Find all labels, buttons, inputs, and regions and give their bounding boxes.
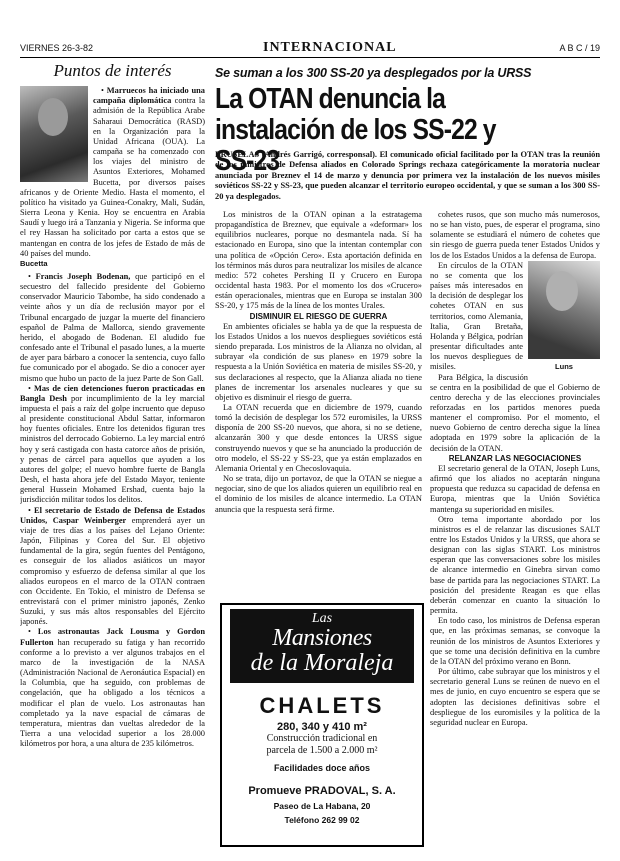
ad-financing: Facilidades doce años	[273, 763, 371, 773]
article-column-3	[430, 210, 600, 850]
photo-caption: Luns	[555, 361, 573, 371]
sidebar-item: • El secretario de Estado de Defensa de Estados Unidos, Caspar Weinberger emprenderá ayer un viaje de tres días a los países del Lejano Oriente: Japón, Filipinas y Corea del Sur. El objetivo fundamental de la gira, según fuentes del Pentágono, es conseguir de los aliados asiáticos un mayor compromiso y esfuerzo de defensa similar al que los aliados europeos en el marco de la OTAN contraen con Occidente. En Tokio, el ministro de Defensa se entrevistará con el primer ministro japonés, Zenko Suzuki, y sus más altos responsables del Ejército japonés.	[20, 505, 205, 627]
sidebar-column	[20, 60, 205, 850]
ad-brand-line: Mansiones	[272, 625, 372, 651]
ad-brand-line: Las	[311, 611, 333, 626]
sidebar-item-text: han recuperado su fatiga y han recorrido conforme a lo previsto a ver algunos trabajos en el marco de la investigación de la NASA (Administración Nacional de Aeronáutica Espacial) en la Columbia, que ha seguido, con problemas de congelación, que ha obligado a los técnicos a modificar el plan de vuelo. Los astronautas han completado ya la nave espacial de cámaras de temperatura, mientras dan vueltas alrededor de la Tierra a una velocidad superior a los 28.000 kilómetros por hora, a una altura de 235 kilómetros.	[20, 637, 205, 749]
issue-date: VIERNES 26-3-82	[20, 43, 94, 53]
article-paragraph: En círculos de la OTAN no se comenta que los países más interesados en la decisión de desplegar los cohetes OTAN en sus territorios, como Alemania, Italia, Gran Bretaña, Holanda y Bélgica, podrían presentar dificultades ante los nuevos despliegues de misiles.	[430, 260, 523, 372]
sidebar-item: • Mas de cien detenciones fueron practicadas en Bangla Desh por incumplimiento de la ley marcial impuesta el país a raíz del golpe incruento que depuso al presidente constitucional Abdul Sattar, informaron hoy fuentes oficiales. Entre los detenidos figuran tres ministros del derrocado Gobierno. La ley marcial entró hoy y será castigada con hasta catorce años de prisión, y penas de cárcel para aquellos que ayuden a los autores del golpe; el nuevo hombre fuerte de Bangla Desh, el hasta ahora jefe del Estado Mayor, teniente general Hussein Mohamed Ershad, cuenta bajo la jurisdicción militar todos los delitos.	[20, 383, 205, 505]
article-kicker: Se suman a los 300 SS-20 ya desplegados por la URSS	[215, 66, 532, 80]
ad-promoter: Promueve PRADOVAL, S. A.	[248, 785, 396, 797]
page-number: A B C / 19	[559, 43, 600, 53]
sidebar-item-lead: Mas de cien detenciones fueron practicadas en Bangla Desh	[20, 383, 205, 403]
article-paragraph: Otro tema importante abordado por los ministros es el de relanzar las discusiones SALT entre los Estados Unidos y la URSS, que ahora se designan con las siglas START. Los ministros esperan que las conversaciones sobre los misiles de alcance intermedio en Ginebra sirvan como base de partida para las negociaciones START. La posición del presidente Reagan es que ellas deberán comenzar en cuanto la situación lo permita.	[430, 514, 600, 616]
sidebar-item-text: por incumplimiento de la ley marcial impuesta el país a raíz del golpe incruento que depuso al presidente constitucional Abdul Sattar, informaron hoy fuentes oficiales. Entre los detenidos figuran tres ministros del derrocado Gobierno. La ley marcial entró hoy y será castigada con hasta catorce años de prisión, y penas de cárcel para aquellos que ayuden a los autores del golpe; el nuevo hombre fuerte de Bangla Desh, el hasta ahora jefe del Estado Mayor, teniente general Hussein Mohamed Ershad, cuenta bajo la jurisdicción militar todos los delitos.	[20, 393, 205, 505]
sidebar-item-lead: Francis Joseph Bodenan,	[35, 271, 131, 281]
sidebar-item: • Los astronautas Jack Lousma y Gordon Fullerton han recuperado su fatiga y han recorrido conforme a lo previsto a ver algunos trabajos en el marco de la investigación de la NASA (Administración Nacional de Aeronáutica Espacial) en la Columbia, que ha seguido, con problemas de congelación, que ha obligado a los técnicos a modificar el plan de vuelo. Los astronautas han completado ya la nave espacial de cámaras de temperatura, mientras dan vueltas alrededor de la Tierra a una velocidad superior a los 28.000 kilómetros por hora, a una altura de 235 kilómetros.	[20, 627, 205, 749]
header-rule	[20, 57, 600, 58]
sidebar-item-lead: El secretario de Estado de Defensa de Estados Unidos, Caspar Weinberger	[20, 505, 205, 525]
sidebar-item-lead: Marruecos ha iniciado una campaña diplomática	[93, 86, 205, 106]
sidebar-item-text: contra la admisión de la República Arabe Saharaui Democrática (RASD) en la Organización para la Unidad Africana (OUA). La campaña se ha comenzado con los viajes del ministro de Asuntos Exteriores, Mohamed Bucetta, por diversos países africanos y de Oriente Medio. Hasta el momento, el político ha visitado ya Guinea-Conakry, Mali, Sudán, Sierra Leona y Kenia. Hoy se encuentra en Arabia Saudí y luego irá a Tanzania y Nigeria. Se informa que el rey Hassan ha solicitado por carta a estos que se mantengan en contra de los jefes de Estado de más de 40 países del mundo.	[20, 96, 205, 258]
ad-address: Paseo de La Habana, 20	[273, 801, 371, 811]
article-paragraph: Por último, cabe subrayar que los ministros y el secretario general Luns se reúnen de nuevo en el mes de junio, en cuyo encuentro se espera que se adopten las decisiones definitivas sobre el despliegue de los euromisiles y la política de la seguridad nuclear en Europa.	[430, 667, 600, 727]
article-paragraph: La OTAN recuerda que en diciembre de 1979, cuando tomó la decisión de desplegar los 572 euromisiles, la URSS disponía de 200 SS-20 nuevos, que ahora, si no se detiene, alcanzarán 300 y que desde entonces la URSS sigue construyendo nuevos y que se ha anunciado la producción de otro modelo, el SS-22 y SS-23, que ya están emplazados en Alemania Oriental y en Checoslovaquia.	[215, 402, 422, 473]
advertisement	[220, 603, 424, 847]
article-paragraph: El secretario general de la OTAN, Joseph Luns, afirmó que los aliados no aceptarán ninguna propuesta que reduzca su capacidad de defensa en Europa, mientras que la Unión Soviética mantenga su superioridad en misiles.	[430, 463, 600, 514]
sidebar-item-text: que participó en el secuestro del fallecido presidente del Gobierno conservador Mauricio Tabombe, ha sido condenado a veinte años y un día de reclusión mayor por el Tribunal encargado de juzgar la muerte del financiero español de Palma de Mallorca, siendo gravemente herido, el abogado de Bodenan. El aludido fue confesado ante el Tribunal el pasado lunes, a la muerte de ayer para bárbaro a conocer la sentencia, cuyo fallo fue comunicado por el abogado. Se dio a conocer ayer mismo que hubo un pacto de la juez Parte de Son Gall.	[20, 271, 205, 383]
ad-line: parcela de 1.500 a 2.000 m²	[266, 745, 378, 756]
ad-line: Construcción tradicional en	[266, 733, 378, 744]
article-paragraph: Los ministros de la OTAN opinan a la estratagema propagandística de Breznev, que equivale a «deformar» los equilibrios nucleares, porque no desmantela nada. Sí ha estacionado en Europa, sino que la intentan contemplar con una política de «Opción Cero». Esta aportación definida en los términos más duros para neutralizar los misiles de alcance medio: 572 cohetes Pershing II y Crucero en Europa occidental hasta 1983. Por el momento los dos «Crucero» están operacionales, mientras que en Europa se instalan 300 SS-20, y 175 más de la línea de los montes Urales.	[215, 210, 422, 311]
ad-sizes: 280, 340 y 410 m²	[277, 721, 367, 733]
ad-brand-line: de la Moraleja	[250, 650, 394, 676]
ad-phone: Teléfono 262 99 02	[284, 815, 360, 825]
sidebar-title: Puntos de interés	[53, 61, 172, 80]
luns-photo	[528, 261, 600, 359]
sidebar-item: • Marruecos ha iniciado una campaña diplomática contra la admisión de la República Arabe Saharaui Democrática (RASD) en la Organización para la Unidad Africana (OUA). La campaña se ha comenzado con los viajes del ministro de Asuntos Exteriores, Mohamed Bucetta, por diversos países africanos y de Oriente Medio. Hasta el momento, el político ha visitado ya Guinea-Conakry, Mali, Sudán, Sierra Leona y Kenia. Hoy se encuentra en Arabia Saudí y luego irá a Tanzania y Nigeria. Se informa que el rey Hassan ha solicitado por carta a estos que se mantengan en contra de los jefes de Estado de más de 40 países del mundo.	[20, 86, 205, 258]
article-paragraph: En todo caso, los ministros de Defensa esperan que, en las próximas semanas, se convoque la reunión de los ministros de Asuntos Exteriores y que se tome una decisión definitiva en la cumbre de la OTAN del próximo verano en Bonn.	[430, 616, 600, 666]
bucetta-photo	[20, 86, 88, 182]
article-subhead: RELANZAR LAS NEGOCIACIONES	[448, 453, 582, 463]
article-headline: La OTAN denuncia la instalación de los SS-22 y SS-23	[215, 83, 496, 177]
section-title: INTERNACIONAL	[263, 40, 397, 55]
ad-logo	[230, 609, 414, 683]
sidebar-item-lead: Los astronautas Jack Lousma y Gordon Fullerton	[20, 627, 205, 647]
sidebar-item-text: emprenderá ayer un viaje de tres días a los países del Lejano Oriente: Japón, Filipinas y Corea del Sur. El objetivo fundamental de la gira, según fuentes del Pentágono, es conseguir de los aliados asiáticos un mayor compromiso y esfuerzo de defensa similar al que los aliados europeos en el marco de la OTAN contraen con Occidente. En Tokio, el ministro de Defensa se entrevistará con el primer ministro japonés, Zenko Suzuki, y sus más altos responsables del Ejército japonés.	[20, 515, 205, 627]
photo-caption: Bucetta	[20, 258, 48, 268]
article-subhead: DISMINUIR EL RIESGO DE GUERRA	[249, 311, 388, 321]
ad-product: CHALETS	[259, 693, 385, 718]
article-lead: BRUSELAS (Andrés Garrigó, corresponsal). El comunicado oficial facilitado por la OTAN tras la reunión de los ministros de Defensa aliados en Colorado Springs rechaza categóricamente la moratoria nuclear anunciada por Breznev el 14 de marzo y denuncia por primera vez la instalación de los nuevos misiles soviéticos SS-22 y SS-23, que pueden alcanzar el territorio europeo occidental, y que se suman a los 300 SS-20 ya desplegados.	[215, 150, 600, 201]
page-header	[20, 40, 600, 56]
article-paragraph: Para Bélgica, la discusión se centra en la posibilidad de que el Gobierno de centro derecha y de las elecciones provinciales reforzadas en los partidos menores pueda mantener el compromiso. Por el momento, el nuevo Gobierno de centro derecha sigue la línea adoptada en 1979 sobre la aplicación de la decisión de la OTAN.	[430, 372, 600, 453]
article-paragraph: cohetes rusos, que son mucho más numerosos, no se han visto, pues, de esperar el programa, sino solamente se estudiará el número de cohetes que sin riesgo de guerra pueda tener Estados Unidos y los de los Estados Unidos a la defensa de Europa.	[430, 210, 600, 260]
article-paragraph: No se trata, dijo un portavoz, de que la OTAN se niegue a negociar, sino de que los aliados quieren un equilibrio real en el dominio de los misiles de alcance intermedio. La OTAN anuncia que la respuesta será firme.	[215, 474, 422, 514]
article-paragraph: En ambientes oficiales se habla ya de que la respuesta de los Estados Unidos a los nuevos despliegues soviéticos está siendo preparada. Los ministros de la Alianza no olvidan, al subrayar «la condición de sus planes» en 1979 sobre la respuesta a la Unión Soviética en materia de misiles SS-20, y sus declaraciones al respecto, que la Alianza aliada no tiene planes de incrementar los arsenales nucleares y que su objetivo es disminuir el riesgo de guerra.	[215, 321, 422, 402]
sidebar-item: • Francis Joseph Bodenan, que participó en el secuestro del fallecido presidente del Gobierno conservador Mauricio Tabombe, ha sido condenado a veinte años y un día de reclusión mayor por el Tribunal encargado de juzgar la muerte del financiero español de Palma de Mallorca, siendo gravemente herido, el abogado de Bodenan. El aludido fue confesado ante el Tribunal el pasado lunes, a la muerte de ayer para bárbaro a conocer la sentencia, cuyo fallo fue comunicado por el abogado. Se dio a conocer ayer mismo que hubo un pacto de la juez Parte de Son Gall.	[20, 271, 205, 383]
